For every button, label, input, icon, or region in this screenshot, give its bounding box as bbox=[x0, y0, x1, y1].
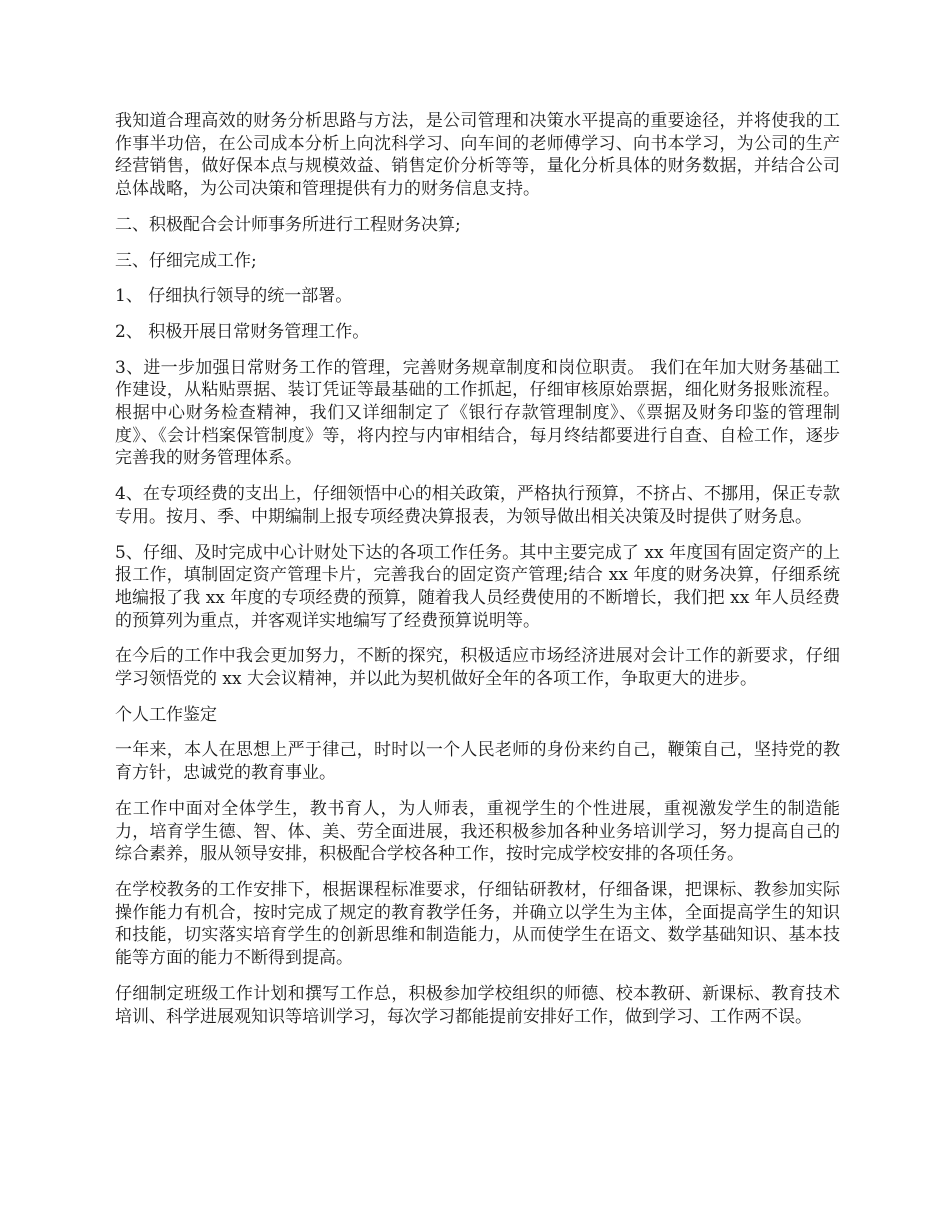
list-item-3: 3、进一步加强日常财务工作的管理，完善财务规章制度和岗位职责。 我们在年加大财务基础工作建设，从粘贴票据、装订凭证等最基础的工作抓起，仔细审核原始票据，细化财务报账流程。根据中心财务检查精神，我们又详细制定了《银行存款管理制度》、《票据及财务印鉴的管理制度》、《会计档案保管制度》等，将内控与内审相结合，每月终结都要进行自查、自检工作，逐步完善我的财务管理体系。 bbox=[115, 357, 840, 469]
list-item-5: 5、仔细、及时完成中心计财处下达的各项工作任务。其中主要完成了 xx 年度国有固定资产的上报工作，填制固定资产管理卡片，完善我台的固定资产管理;结合 xx 年度的财务决算，仔细系统地编报了我 xx 年度的专项经费的预算，随着我人员经费使用的不断增长，我们把 xx 年人员经费的预算列为重点，并客观详实地编写了经费预算说明等。 bbox=[115, 542, 840, 631]
paragraph-curriculum: 在学校教务的工作安排下，根据课程标准要求，仔细钻研教材，仔细备课，把课标、教参加实际操作能力有机合，按时完成了规定的教育教学任务，并确立以学生为主体，全面提高学生的知识和技能，切实落实培育学生的创新思维和制造能力，从而使学生在语文、数学基础知识、基本技能等方面的能力不断得到提高。 bbox=[115, 879, 840, 969]
paragraph-class-plan: 仔细制定班级工作计划和撰写工作总，积极参加学校组织的师德、校本教研、新课标、教育技术培训、科学进展观知识等培训学习，每次学习都能提前安排好工作，做到学习、工作两不误。 bbox=[115, 983, 840, 1027]
paragraph-future-work: 在今后的工作中我会更加努力，不断的探究，积极适应市场经济进展对会计工作的新要求，仔细学习领悟党的 xx 大会议精神，并以此为契机做好全年的各项工作，争取更大的进步。 bbox=[115, 646, 840, 690]
section-heading-personal-appraisal: 个人工作鉴定 bbox=[115, 704, 217, 725]
paragraph-year-review: 一年来，本人在思想上严于律己，时时以一个人民老师的身份来约自己，鞭策自己，坚持党的教育方针，忠诚党的教育事业。 bbox=[115, 740, 840, 784]
heading-item-two: 二、积极配合会计师事务所进行工程财务决算; bbox=[115, 214, 461, 235]
list-item-1: 1、 仔细执行领导的统一部署。 bbox=[115, 286, 353, 307]
paragraph-teaching-work: 在工作中面对全体学生，教书育人，为人师表，重视学生的个性进展，重视激发学生的制造能力，培育学生德、智、体、美、劳全面进展，我还积极参加各种业务培训学习，努力提高自己的综合素养，服从领导安排，积极配合学校各种工作，按时完成学校安排的各项任务。 bbox=[115, 798, 840, 865]
document-page bbox=[115, 110, 840, 1041]
list-item-4: 4、在专项经费的支出上，仔细领悟中心的相关政策，严格执行预算，不挤占、不挪用，保正专款专用。按月、季、中期编制上报专项经费决算报表，为领导做出相关决策及时提供了财务息。 bbox=[115, 484, 840, 527]
paragraph-financial-analysis: 我知道合理高效的财务分析思路与方法，是公司管理和决策水平提高的重要途径，并将使我的工作事半功倍，在公司成本分析上向沈科学习、向车间的老师傅学习、向书本学习，为公司的生产经营销售，做好保本点与规模效益、销售定价分析等等，量化分析具体的财务数据，并结合公司总体战略，为公司决策和管理提供有力的财务信息支持。 bbox=[115, 111, 840, 200]
list-item-2: 2、 积极开展日常财务管理工作。 bbox=[115, 321, 370, 342]
heading-item-three: 三、仔细完成工作; bbox=[115, 250, 257, 271]
